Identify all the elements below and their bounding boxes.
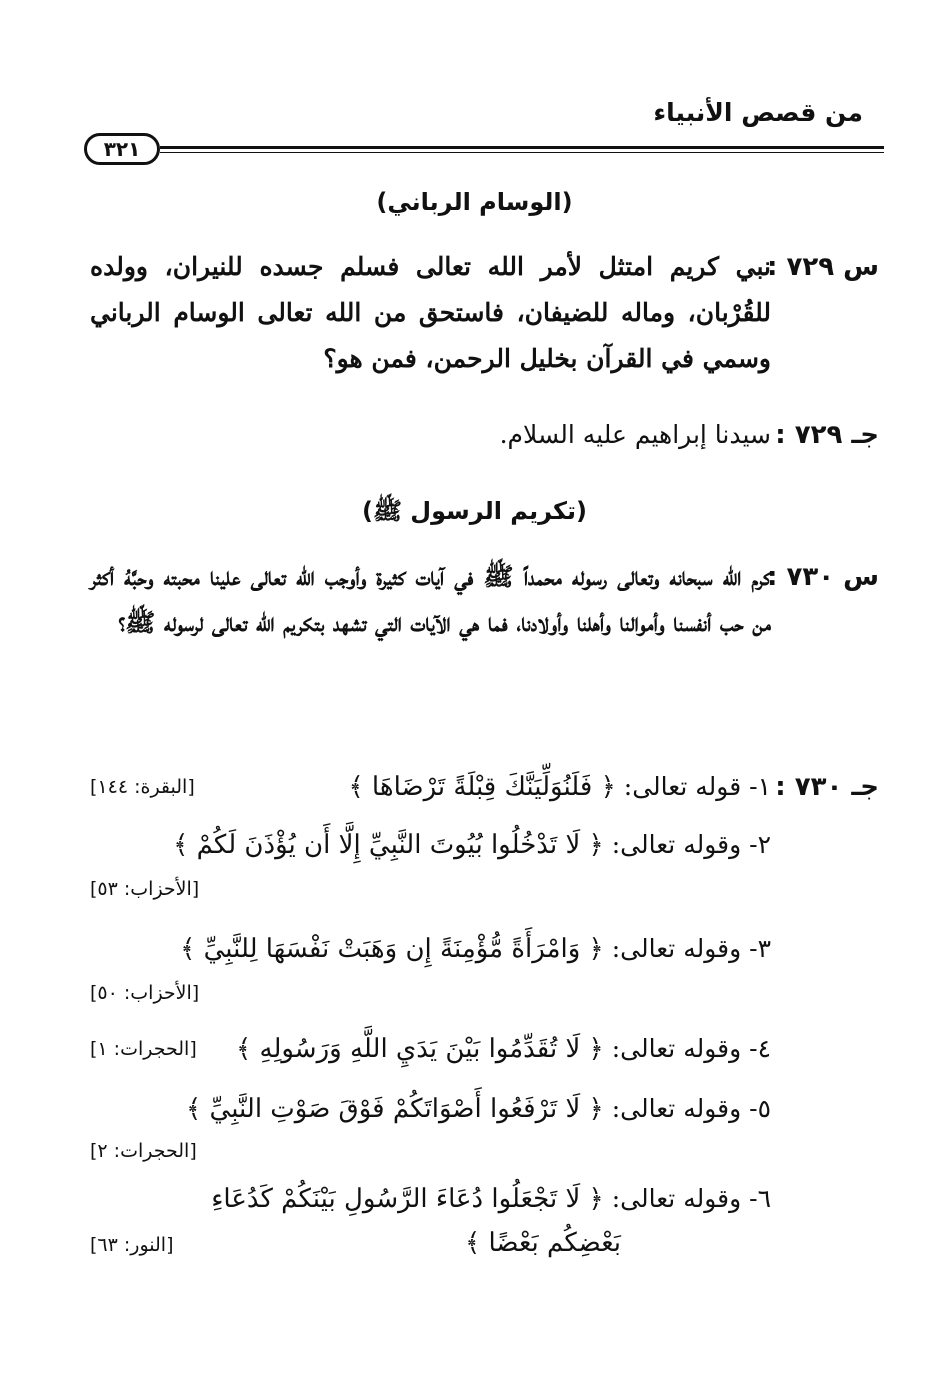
answer-label: جـ ٧٢٩ : [775, 420, 879, 450]
verse-item [90, 1034, 771, 1064]
question-text: كرم الله سبحانه وتعالى رسوله محمداً ﷺ في آيات كثيرة وأوجب الله تعالى علينا محبته وحبَّهُ أكثر من حب أنفسنا وأموالنا وأهلنا وأولادنا، فما هي الآيات التي تشهد بتكريم الله تعالى لرسوله ﷺ؟ [90, 562, 771, 637]
verse-item [90, 772, 771, 802]
verse-number: ٣- [749, 934, 771, 963]
verse-item [90, 1184, 771, 1214]
answer-729 [90, 412, 879, 458]
verse-number: ٢- [749, 830, 771, 859]
answer-text: سيدنا إبراهيم عليه السلام. [499, 420, 771, 449]
verse-item-continuation [90, 1228, 771, 1258]
verse-item [90, 830, 771, 900]
verse-list [90, 772, 771, 1312]
verse-reference: [النور: ٦٣] [90, 1234, 174, 1256]
verse-quote: ﴿ لَا تُقَدِّمُوا بَيْنَ يَدَيِ اللَّهِ وَرَسُولِهِ ﴾ [236, 1034, 604, 1064]
verse-intro: وقوله تعالى: [611, 934, 742, 963]
page-number: ٣٢١ [84, 133, 160, 165]
verse-intro: وقوله تعالى: [611, 1034, 742, 1063]
verse-intro: وقوله تعالى: [611, 1184, 742, 1213]
verse-item [90, 934, 771, 1004]
verse-intro: قوله تعالى: [623, 772, 742, 801]
verse-item [90, 1094, 771, 1162]
verse-number: ٥- [749, 1094, 771, 1123]
verse-intro: وقوله تعالى: [611, 1094, 742, 1123]
question-label: س ٧٣٠ : [767, 562, 879, 592]
verse-quote-continuation: بَعْضِكُم بَعْضًا ﴾ [465, 1228, 621, 1258]
verse-reference: [البقرة: ١٤٤] [90, 776, 195, 798]
verse-number: ١- [749, 772, 771, 801]
question-730 [90, 554, 879, 646]
verse-reference: [الأحزاب: ٥٠] [90, 982, 200, 1004]
question-729 [90, 244, 879, 382]
verse-quote: ﴿ لَا تَدْخُلُوا بُيُوتَ النَّبِيِّ إِلَّا أَن يُؤْذَنَ لَكُمْ ﴾ [173, 830, 604, 860]
verse-reference: [الحجرات: ١] [90, 1038, 197, 1060]
verse-intro: وقوله تعالى: [611, 830, 742, 859]
answer-label: جـ ٧٣٠ : [775, 772, 879, 802]
section-title-divine-medal: (الوسام الرباني) [376, 188, 573, 216]
verse-quote: ﴿ وَامْرَأَةً مُّؤْمِنَةً إِن وَهَبَتْ نَفْسَهَا لِلنَّبِيِّ ﴾ [180, 934, 604, 964]
question-label: س ٧٢٩ : [767, 252, 879, 282]
verse-quote: ﴿ لَا تَرْفَعُوا أَصْوَاتَكُمْ فَوْقَ صَوْتِ النَّبِيِّ ﴾ [186, 1094, 604, 1124]
verse-number: ٤- [749, 1034, 771, 1063]
section-title-honoring-prophet: (تكريم الرسول ﷺ) [361, 497, 587, 525]
verse-reference: [الأحزاب: ٥٣] [90, 878, 200, 900]
running-title: من قصص الأنبياء [653, 98, 863, 127]
verse-reference: [الحجرات: ٢] [90, 1140, 197, 1162]
verse-quote: ﴿ فَلَنُوَلِّيَنَّكَ قِبْلَةً تَرْضَاهَا ﴾ [348, 772, 616, 802]
verse-number: ٦- [749, 1184, 771, 1213]
verse-quote: ﴿ لَا تَجْعَلُوا دُعَاءَ الرَّسُولِ بَيْنَكُمْ كَدُعَاءِ [211, 1184, 604, 1214]
question-text: نبي كريم امتثل لأمر الله تعالى فسلم جسده للنيران، وولده للقُرْبان، وماله للضيفان، فاستحق من الله تعالى الوسام الرباني وسمي في القرآن بخليل الرحمن، فمن هو؟ [90, 252, 771, 373]
header-rule [160, 146, 884, 153]
